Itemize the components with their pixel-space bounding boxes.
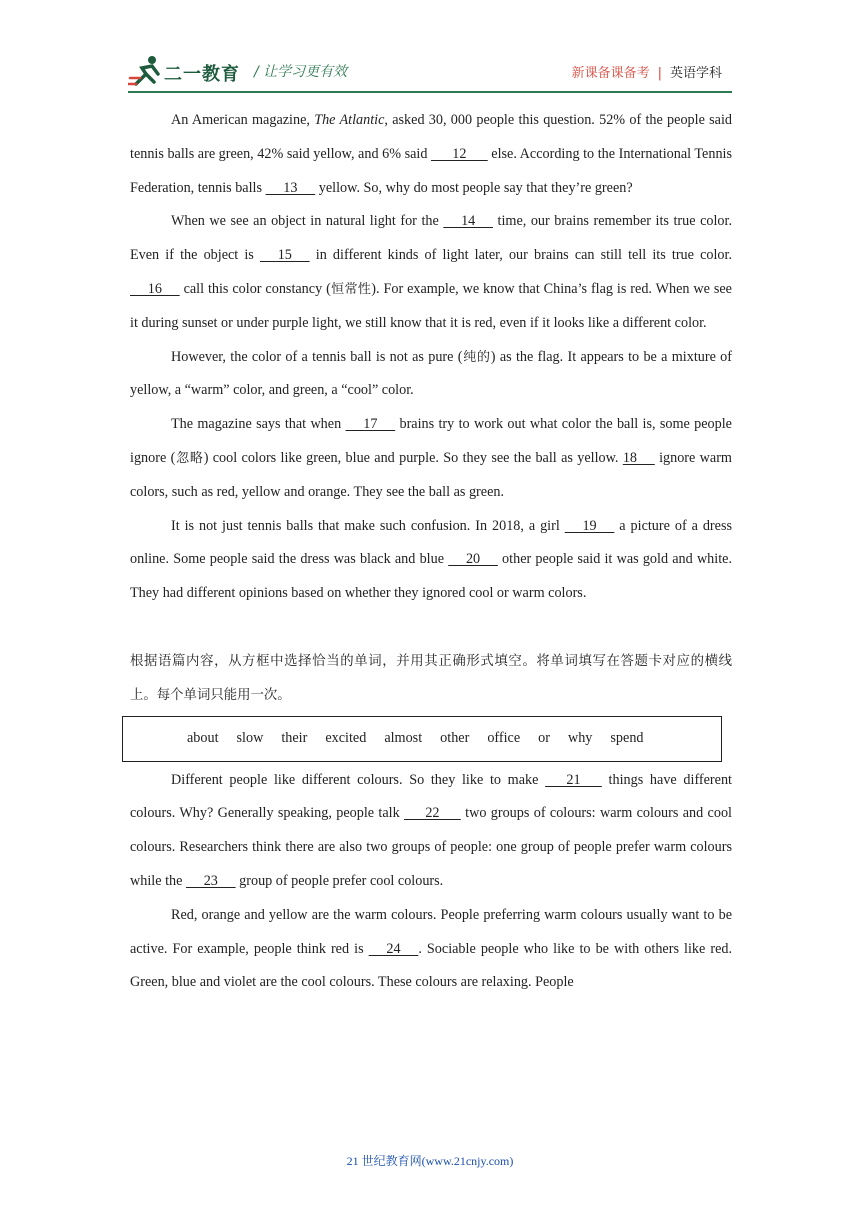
header-separator: | [657,66,662,81]
word-option: office [487,729,521,746]
document-body [130,104,732,1000]
blank-23: 23 [185,872,236,889]
blank-18: 18 [622,449,655,466]
word-option: slow [236,729,264,746]
text: ) cool colors like green, blue and purple. So they see the ball as yellow. [203,449,623,466]
magazine-title: The Atlantic [314,112,385,128]
text: , asked 30, 000 people this question. 52% of the people said tennis balls are green, 42% said yellow, and 6% said [130,112,732,162]
text: in different kinds of light later, our brains can still tell its true color. [309,247,732,264]
page-footer: 21 世纪教育网(www.21cnjy.com) [346,1154,514,1168]
blank-19: 19 [564,517,615,534]
word-option: why [567,729,593,746]
blank-20: 20 [448,551,498,568]
runner-logo-icon [128,54,168,88]
text: else. According to the International Tennis Federation, tennis balls [130,145,732,196]
text: other people said it was gold and white. They had different opinions based on whether they ignored cool or warm colors. [130,551,733,602]
header-subject-label: 英语学科 [669,66,722,81]
chinese-gloss: 忽略 [175,450,204,466]
header-subject [572,62,722,81]
blank-12: 12 [430,145,488,162]
text: ). For example, we know that China’s flag is red. When we see it during sunset or under purple light, we still know that it is red, even if it looks like a different color. [130,280,732,331]
blank-13: 13 [265,179,316,196]
paragraph [130,899,732,1000]
text: When we see an object in natural light for the [171,213,444,230]
passage-two [130,764,732,1001]
paragraph [130,104,732,205]
text: ignore warm colors, such as red, yellow and orange. They see the ball as green. [130,449,732,500]
text: two groups of colours: warm colours and cool colours. Researchers think there are also two groups of people: one group of people prefer warm colours while the [130,805,732,889]
word-option: spend [610,729,644,746]
word-box [122,716,722,762]
text: group of people prefer cool colours. [235,872,444,889]
blank-15: 15 [259,247,310,264]
word-option: about [187,729,219,746]
paragraph [130,408,732,509]
text: yellow. So, why do most people say that they’re green? [315,179,633,196]
text: Different people like different colours. So they like to make [171,771,546,788]
text: . Sociable people who like to be with others like red. Green, blue and violet are the cool colours. These colours are relaxing. People [130,940,733,991]
logo-text: 二一教育 [164,64,240,85]
paragraph [130,764,732,899]
text: call this color constancy ( [179,280,331,297]
text: It is not just tennis balls that make such confusion. In 2018, a girl [171,517,565,534]
header-course-label: 新课备课备考 [571,66,650,81]
text: The magazine says that when [171,416,346,433]
paragraph [130,510,732,611]
text: ) as the flag. It appears to be a mixture of yellow, a “warm” color, and green, a “cool” color. [130,348,733,399]
blank-16: 16 [130,280,180,297]
blank-17: 17 [345,416,396,433]
chinese-gloss: 纯的 [462,349,491,365]
slogan: / 让学习更有效 [254,64,348,80]
page-header [128,54,732,90]
text: brains try to work out what color the ball is, some people ignore ( [130,416,732,466]
paragraph [130,205,732,340]
instruction: 根据语篇内容，从方框中选择恰当的单词，并用其正确形式填空。将单词填写在答题卡对应的横线上。每个单词只能用一次。 [130,653,732,703]
text: Red, orange and yellow are the warm colours. People preferring warm colours usually want to be active. For example, people think red is [130,906,732,957]
word-option: or [538,729,550,746]
chinese-gloss: 恒常性 [330,281,372,297]
text: things have different colours. Why? Generally speaking, people talk [130,771,732,822]
text: a picture of a dress online. Some people said the dress was black and blue [130,517,732,568]
word-option: their [281,729,308,746]
blank-24: 24 [368,940,419,957]
word-option: almost [384,729,423,746]
text: However, the color of a tennis ball is not as pure ( [171,348,463,365]
paragraph [130,341,732,409]
blank-21: 21 [545,771,602,788]
text: An American magazine, [171,112,315,128]
text: time, our brains remember its true color. Even if the object is [130,213,733,264]
word-option: excited [325,729,367,746]
brand-logo [128,54,246,88]
blank-14: 14 [443,213,493,230]
header-divider [128,91,732,93]
word-option: other [440,729,470,746]
blank-22: 22 [404,805,461,822]
